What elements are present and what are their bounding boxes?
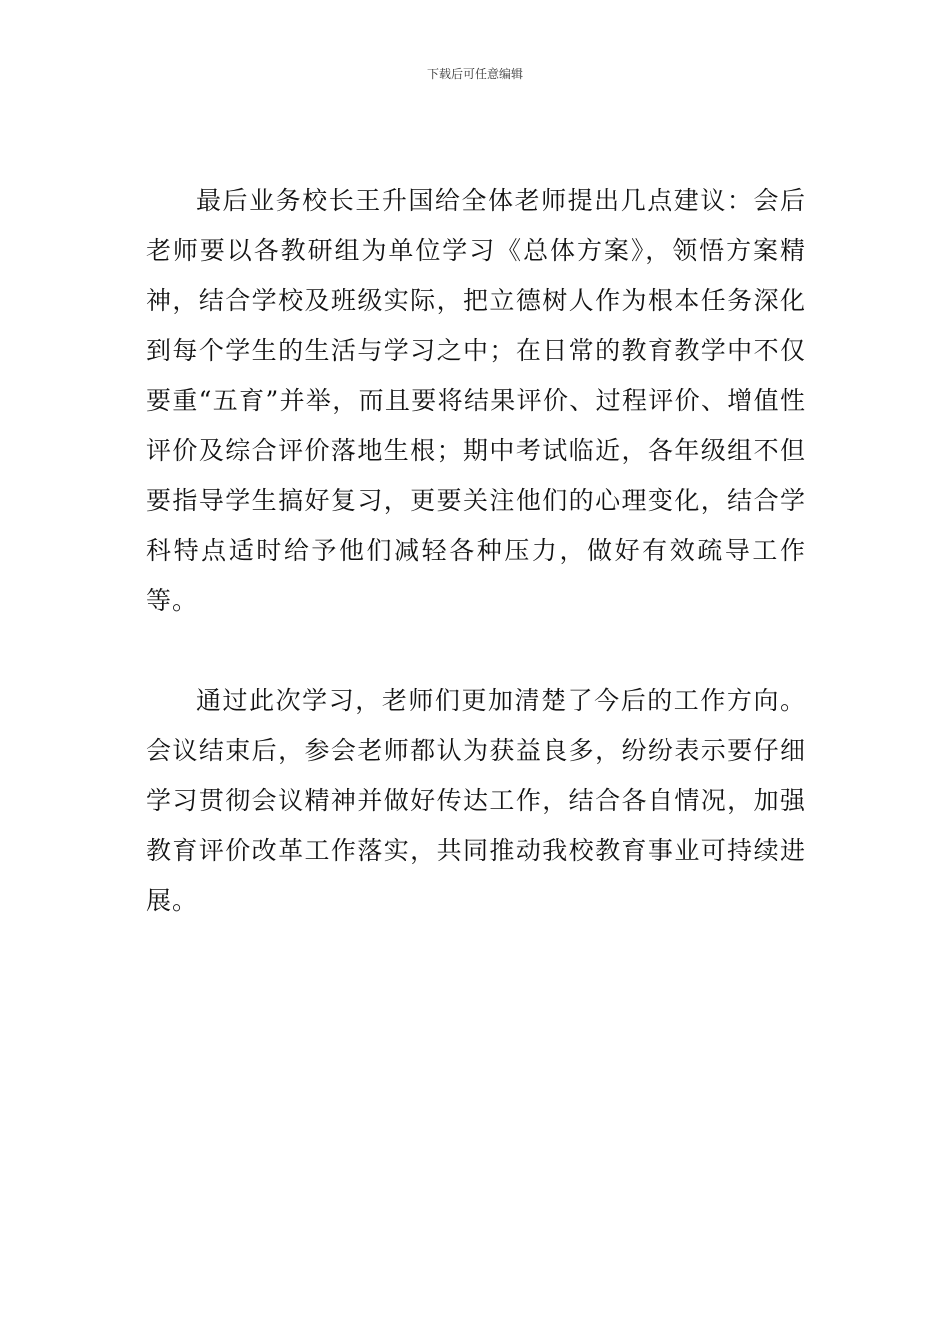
header-note: 下载后可任意编辑 <box>426 67 523 81</box>
document-body <box>146 176 806 926</box>
paragraph-suggestions: 最后业务校长王升国给全体老师提出几点建议：会后老师要以各教研组为单位学习《总体方案》，领悟方案精神，结合学校及班级实际，把立德树人作为根本任务深化到每个学生的生活与学习之中；在日常的教育教学中不仅要重“五育”并举，而且要将结果评价、过程评价、增值性评价及综合评价落地生根；期中考试临近，各年级组不但要指导学生搞好复习，更要关注他们的心理变化，结合学科特点适时给予他们减轻各种压力，做好有效疏导工作等。 <box>146 186 806 615</box>
paragraph-conclusion: 通过此次学习，老师们更加清楚了今后的工作方向。会议结束后，参会老师都认为获益良多，纷纷表示要仔细学习贯彻会议精神并做好传达工作，结合各自情况，加强教育评价改革工作落实，共同推动我校教育事业可持续进展。 <box>146 686 806 915</box>
